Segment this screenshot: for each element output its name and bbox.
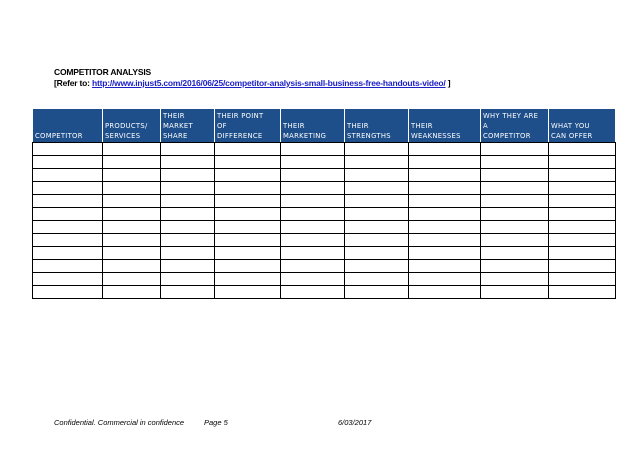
table-cell[interactable] <box>409 208 481 221</box>
table-cell[interactable] <box>103 143 161 156</box>
table-cell[interactable] <box>215 234 281 247</box>
table-cell[interactable] <box>215 195 281 208</box>
table-cell[interactable] <box>215 169 281 182</box>
table-cell[interactable] <box>549 143 616 156</box>
table-cell[interactable] <box>345 247 409 260</box>
table-cell[interactable] <box>409 169 481 182</box>
table-cell[interactable] <box>549 169 616 182</box>
table-cell[interactable] <box>161 286 215 299</box>
table-cell[interactable] <box>481 169 549 182</box>
table-cell[interactable] <box>161 234 215 247</box>
table-cell[interactable] <box>215 143 281 156</box>
table-cell[interactable] <box>33 247 103 260</box>
table-cell[interactable] <box>215 156 281 169</box>
competitor-analysis-table <box>32 108 616 299</box>
table-cell[interactable] <box>409 234 481 247</box>
table-cell[interactable] <box>345 169 409 182</box>
table-cell[interactable] <box>161 169 215 182</box>
table-cell[interactable] <box>409 195 481 208</box>
table-cell[interactable] <box>549 221 616 234</box>
table-cell[interactable] <box>549 234 616 247</box>
table-cell[interactable] <box>33 234 103 247</box>
table-cell[interactable] <box>33 221 103 234</box>
table-cell[interactable] <box>409 156 481 169</box>
table-cell[interactable] <box>281 247 345 260</box>
table-cell[interactable] <box>215 286 281 299</box>
table-cell[interactable] <box>481 221 549 234</box>
table-cell[interactable] <box>345 221 409 234</box>
table-cell[interactable] <box>33 273 103 286</box>
table-cell[interactable] <box>281 208 345 221</box>
header-marketing: THEIR MARKETING <box>281 109 345 143</box>
table-cell[interactable] <box>103 221 161 234</box>
table-row <box>33 156 616 169</box>
table-cell[interactable] <box>103 156 161 169</box>
table-cell[interactable] <box>549 195 616 208</box>
reference-line <box>54 78 450 89</box>
table-cell[interactable] <box>281 156 345 169</box>
table-cell[interactable] <box>345 260 409 273</box>
table-cell[interactable] <box>103 286 161 299</box>
table-cell[interactable] <box>481 286 549 299</box>
table-cell[interactable] <box>409 221 481 234</box>
header-strengths: THEIR STRENGTHS <box>345 109 409 143</box>
header-weaknesses: THEIR WEAKNESSES <box>409 109 481 143</box>
table-cell[interactable] <box>549 208 616 221</box>
table-cell[interactable] <box>409 273 481 286</box>
table-row <box>33 208 616 221</box>
table-cell[interactable] <box>481 247 549 260</box>
reference-link[interactable]: http://www.injust5.com/2016/06/25/competitor-analysis-small-business-free-handouts-video/ <box>91 78 446 88</box>
table-row <box>33 221 616 234</box>
table-cell[interactable] <box>33 156 103 169</box>
reference-prefix: [Refer to: <box>54 78 92 88</box>
table-cell[interactable] <box>345 195 409 208</box>
table-cell[interactable] <box>409 247 481 260</box>
table-cell[interactable] <box>281 195 345 208</box>
table-cell[interactable] <box>161 208 215 221</box>
table-cell[interactable] <box>549 273 616 286</box>
table-cell[interactable] <box>281 221 345 234</box>
document-title: COMPETITOR ANALYSIS <box>54 67 151 77</box>
table-cell[interactable] <box>161 182 215 195</box>
footer-page-number: Page 5 <box>204 418 228 427</box>
table-row <box>33 169 616 182</box>
table-cell[interactable] <box>281 169 345 182</box>
table-cell[interactable] <box>549 182 616 195</box>
table-cell[interactable] <box>103 273 161 286</box>
table-cell[interactable] <box>345 286 409 299</box>
footer-date: 6/03/2017 <box>338 418 372 427</box>
table-cell[interactable] <box>481 195 549 208</box>
table-cell[interactable] <box>549 156 616 169</box>
table-cell[interactable] <box>281 273 345 286</box>
table-body <box>33 143 616 299</box>
footer-confidentiality: Confidential. Commercial in confidence <box>54 418 185 427</box>
table-cell[interactable] <box>103 247 161 260</box>
table-cell[interactable] <box>281 260 345 273</box>
table-cell[interactable] <box>481 143 549 156</box>
table-cell[interactable] <box>161 221 215 234</box>
table-cell[interactable] <box>345 273 409 286</box>
table-cell[interactable] <box>549 286 616 299</box>
table-cell[interactable] <box>409 286 481 299</box>
table-cell[interactable] <box>33 195 103 208</box>
table-cell[interactable] <box>33 286 103 299</box>
table-cell[interactable] <box>215 273 281 286</box>
header-point-of-difference: THEIR POINT OF DIFFERENCE <box>215 109 281 143</box>
table-cell[interactable] <box>281 182 345 195</box>
document-heading <box>54 67 450 89</box>
header-what-you-can-offer: WHAT YOU CAN OFFER <box>549 109 616 143</box>
table-row <box>33 195 616 208</box>
table-cell[interactable] <box>215 221 281 234</box>
table-cell[interactable] <box>103 169 161 182</box>
table-cell[interactable] <box>481 234 549 247</box>
table-row <box>33 234 616 247</box>
header-products-services: PRODUCTS/ SERVICES <box>103 109 161 143</box>
table-cell[interactable] <box>103 208 161 221</box>
table-cell[interactable] <box>345 156 409 169</box>
table-cell[interactable] <box>345 143 409 156</box>
table-row <box>33 286 616 299</box>
table-cell[interactable] <box>103 260 161 273</box>
header-why-competitor: WHY THEY ARE A COMPETITOR <box>481 109 549 143</box>
table-row <box>33 182 616 195</box>
table-row <box>33 273 616 286</box>
table-cell[interactable] <box>33 143 103 156</box>
table-row <box>33 247 616 260</box>
table-cell[interactable] <box>33 169 103 182</box>
table-cell[interactable] <box>281 143 345 156</box>
header-competitor: COMPETITOR <box>33 109 103 143</box>
table-cell[interactable] <box>161 247 215 260</box>
table-row <box>33 260 616 273</box>
table-cell[interactable] <box>161 143 215 156</box>
table-cell[interactable] <box>161 156 215 169</box>
table-cell[interactable] <box>103 182 161 195</box>
table-cell[interactable] <box>481 182 549 195</box>
table-cell[interactable] <box>103 234 161 247</box>
table-cell[interactable] <box>549 247 616 260</box>
table-cell[interactable] <box>409 143 481 156</box>
table-cell[interactable] <box>33 182 103 195</box>
table-cell[interactable] <box>215 247 281 260</box>
table-cell[interactable] <box>345 208 409 221</box>
table-header-row <box>33 109 616 143</box>
table-row <box>33 143 616 156</box>
table-cell[interactable] <box>409 260 481 273</box>
header-market-share: THEIR MARKET SHARE <box>161 109 215 143</box>
table-cell[interactable] <box>481 156 549 169</box>
table-cell[interactable] <box>33 260 103 273</box>
table-cell[interactable] <box>33 208 103 221</box>
table-cell[interactable] <box>161 260 215 273</box>
table-cell[interactable] <box>215 208 281 221</box>
table-cell[interactable] <box>215 182 281 195</box>
table-cell[interactable] <box>161 273 215 286</box>
table-cell[interactable] <box>215 260 281 273</box>
table-cell[interactable] <box>481 260 549 273</box>
table-cell[interactable] <box>281 286 345 299</box>
table-cell[interactable] <box>345 234 409 247</box>
table-cell[interactable] <box>481 273 549 286</box>
table-cell[interactable] <box>281 234 345 247</box>
table-cell[interactable] <box>481 208 549 221</box>
reference-suffix: ] <box>445 78 451 88</box>
table-cell[interactable] <box>103 195 161 208</box>
table-cell[interactable] <box>409 182 481 195</box>
table-cell[interactable] <box>161 195 215 208</box>
table-cell[interactable] <box>345 182 409 195</box>
table-cell[interactable] <box>549 260 616 273</box>
